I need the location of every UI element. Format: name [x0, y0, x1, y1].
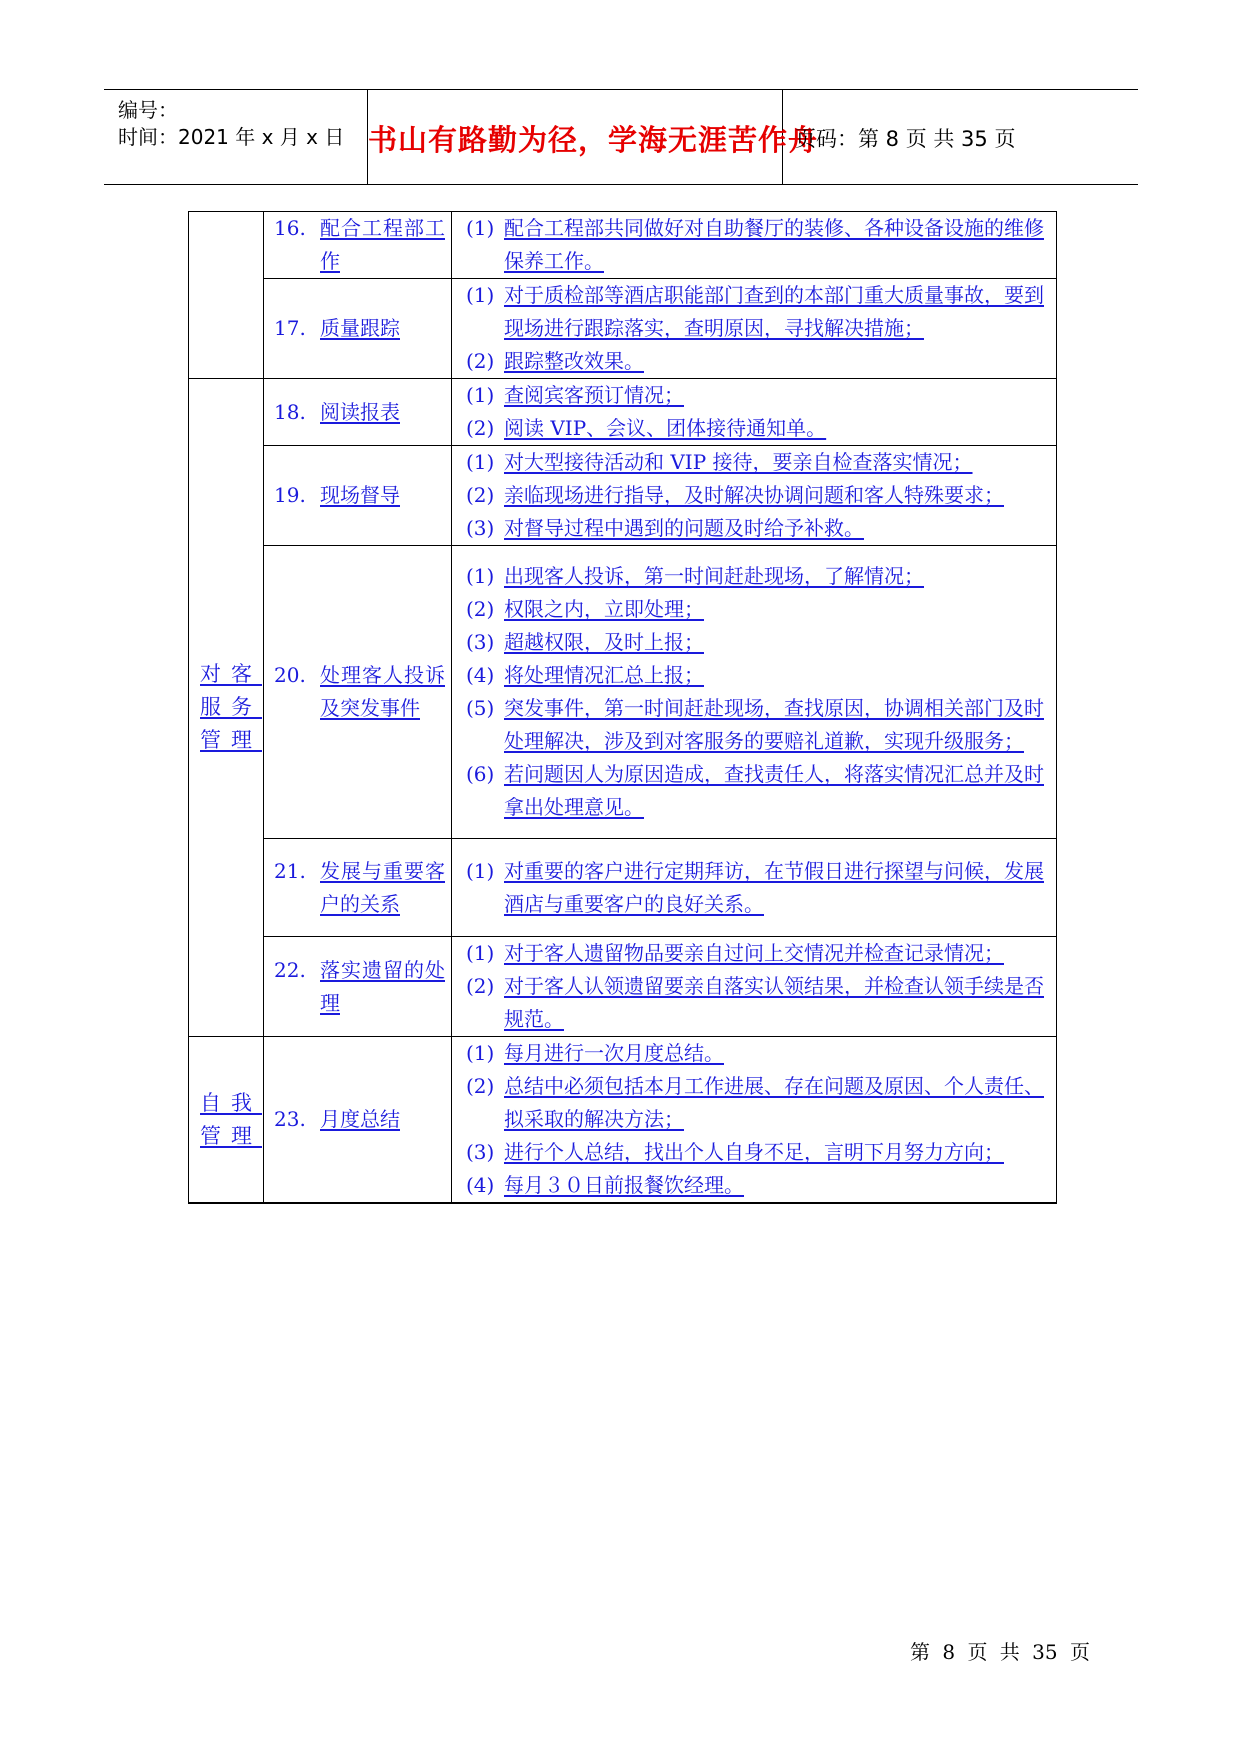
duty-item [466, 692, 1050, 758]
item-text-link[interactable]: 出现客人投诉，第一时间赶赴现场，了解情况； [504, 564, 924, 588]
item-text-link[interactable]: 阅读 VIP、会议、团体接待通知单。 [504, 416, 827, 440]
item-text-link[interactable]: 对大型接待活动和 VIP 接待，要亲自检查落实情况； [504, 450, 973, 474]
table-row [189, 212, 1057, 279]
item-text-link[interactable]: 对于客人遗留物品要亲自过问上交情况并检查记录情况； [504, 941, 1004, 965]
page-footer: 第 8 页 共 35 页 [910, 1640, 1090, 1664]
duty-item [466, 1037, 1050, 1070]
task-number: 19. [274, 483, 306, 507]
duty-item [466, 379, 1050, 412]
duty-item [466, 593, 1050, 626]
task-cell [264, 839, 452, 937]
duty-item [466, 479, 1050, 512]
task-name-link[interactable]: 现场督导 [320, 483, 400, 507]
item-marker: (1) [466, 941, 495, 965]
header-right-cell [783, 90, 1138, 184]
duty-items-cell [452, 212, 1057, 279]
task-cell [264, 379, 452, 446]
duty-item [466, 345, 1050, 378]
item-text-link[interactable]: 若问题因人为原因造成，查找责任人，将落实情况汇总并及时拿出处理意见。 [504, 762, 1044, 819]
duty-item [466, 626, 1050, 659]
duty-item [466, 560, 1050, 593]
task-cell [264, 937, 452, 1037]
item-text-link[interactable]: 每月３０日前报餐饮经理。 [504, 1173, 744, 1197]
table-row [189, 379, 1057, 446]
duty-item [466, 1169, 1050, 1202]
item-marker: (5) [466, 696, 495, 720]
item-marker: (1) [466, 450, 495, 474]
item-text-link[interactable]: 对于质检部等酒店职能部门查到的本部门重大质量事故，要到现场进行跟踪落实，查明原因，寻找解决措施； [504, 283, 1044, 340]
category-label[interactable]: 对客服务管理 [200, 662, 262, 752]
duty-item [466, 1070, 1050, 1136]
task-number: 16. [274, 216, 306, 240]
header-motto: 书山有路勤为径，学海无涯苦作舟 [368, 123, 819, 157]
task-name-link[interactable]: 阅读报表 [320, 399, 400, 424]
task-name-link[interactable]: 月度总结 [320, 1107, 400, 1131]
duty-items-cell [452, 279, 1057, 379]
item-text-link[interactable]: 超越权限，及时上报； [504, 630, 704, 654]
item-text-link[interactable]: 权限之内，立即处理； [504, 597, 704, 621]
duty-item [466, 446, 1050, 479]
task-name-link[interactable]: 配合工程部工作 [320, 216, 445, 273]
item-marker: (2) [466, 597, 495, 621]
task-name-link[interactable]: 发展与重要客户的关系 [320, 858, 445, 916]
table-row [189, 937, 1057, 1037]
item-marker: (1) [466, 858, 495, 883]
item-text-link[interactable]: 亲临现场进行指导，及时解决协调问题和客人特殊要求； [504, 483, 1004, 507]
category-cell [189, 1037, 264, 1204]
duty-item [466, 855, 1050, 921]
item-marker: (3) [466, 1140, 495, 1164]
page-header [104, 89, 1138, 185]
item-marker: (4) [466, 663, 495, 687]
item-text-link[interactable]: 将处理情况汇总上报； [504, 663, 704, 687]
item-marker: (1) [466, 283, 495, 307]
item-text-link[interactable]: 总结中必须包括本月工作进展、存在问题及原因、个人责任、拟采取的解决方法； [504, 1074, 1044, 1131]
item-marker: (1) [466, 564, 495, 588]
task-cell [264, 279, 452, 379]
task-name-link[interactable]: 落实遗留的处理 [320, 957, 445, 1015]
category-label[interactable]: 自我管理 [200, 1090, 262, 1148]
table-row [189, 546, 1057, 839]
item-marker: (6) [466, 762, 495, 786]
task-number: 21. [274, 858, 306, 883]
duty-items-cell [452, 546, 1057, 839]
item-text-link[interactable]: 对督导过程中遇到的问题及时给予补救。 [504, 516, 864, 540]
task-number: 18. [274, 399, 306, 424]
item-marker: (2) [466, 974, 495, 998]
document-time-label: 时间：2021 年 x 月 x 日 [118, 125, 345, 149]
duty-item [466, 512, 1050, 545]
item-text-link[interactable]: 每月进行一次月度总结。 [504, 1041, 724, 1065]
task-cell [264, 212, 452, 279]
task-cell [264, 1037, 452, 1204]
duty-items-cell [452, 379, 1057, 446]
duty-items-cell [452, 446, 1057, 546]
task-name-link[interactable]: 处理客人投诉及突发事件 [320, 663, 445, 720]
task-name-link[interactable]: 质量跟踪 [320, 316, 400, 340]
table-row [189, 279, 1057, 379]
header-center-cell [368, 90, 819, 184]
task-number: 17. [274, 316, 306, 340]
duty-item [466, 758, 1050, 824]
duty-item [466, 937, 1050, 970]
item-text-link[interactable]: 配合工程部共同做好对自助餐厅的装修、各种设备设施的维修保养工作。 [504, 216, 1044, 273]
duty-items-cell [452, 1037, 1057, 1204]
item-marker: (4) [466, 1173, 495, 1197]
table-row [189, 446, 1057, 546]
item-text-link[interactable]: 进行个人总结，找出个人自身不足，言明下月努力方向； [504, 1140, 1004, 1164]
table-row [189, 839, 1057, 937]
task-number: 23. [274, 1107, 306, 1131]
item-marker: (2) [466, 483, 495, 507]
duty-items-cell [452, 937, 1057, 1037]
item-text-link[interactable]: 跟踪整改效果。 [504, 349, 644, 373]
item-marker: (1) [466, 1041, 495, 1065]
item-text-link[interactable]: 突发事件，第一时间赶赴现场，查找原因，协调相关部门及时处理解决，涉及到对客服务的要赔礼道歉，实现升级服务； [504, 696, 1044, 753]
task-cell [264, 546, 452, 839]
item-marker: (1) [466, 383, 495, 407]
category-cell [189, 379, 264, 1037]
item-marker: (3) [466, 630, 495, 654]
duty-item [466, 659, 1050, 692]
task-number: 22. [274, 957, 306, 982]
duty-item [466, 970, 1050, 1036]
duty-item [466, 412, 1050, 445]
duty-items-cell [452, 839, 1057, 937]
duty-table [188, 211, 1057, 1204]
item-marker: (2) [466, 349, 495, 373]
header-page-label: 页码：第 8 页 共 35 页 [795, 127, 1016, 151]
item-marker: (2) [466, 416, 495, 440]
item-marker: (1) [466, 216, 495, 240]
table-row [189, 1037, 1057, 1204]
task-cell [264, 446, 452, 546]
item-text-link[interactable]: 对重要的客户进行定期拜访，在节假日进行探望与问候，发展酒店与重要客户的良好关系。 [504, 858, 1044, 916]
duty-item [466, 212, 1050, 278]
item-marker: (3) [466, 516, 495, 540]
header-left-cell [104, 90, 368, 184]
item-text-link[interactable]: 对于客人认领遗留要亲自落实认领结果，并检查认领手续是否规范。 [504, 974, 1044, 1031]
document-number-label: 编号： [118, 98, 178, 122]
duty-item [466, 1136, 1050, 1169]
task-number: 20. [274, 663, 306, 687]
category-cell [189, 212, 264, 379]
duty-item [466, 279, 1050, 345]
item-marker: (2) [466, 1074, 495, 1098]
item-text-link[interactable]: 查阅宾客预订情况； [504, 383, 684, 407]
